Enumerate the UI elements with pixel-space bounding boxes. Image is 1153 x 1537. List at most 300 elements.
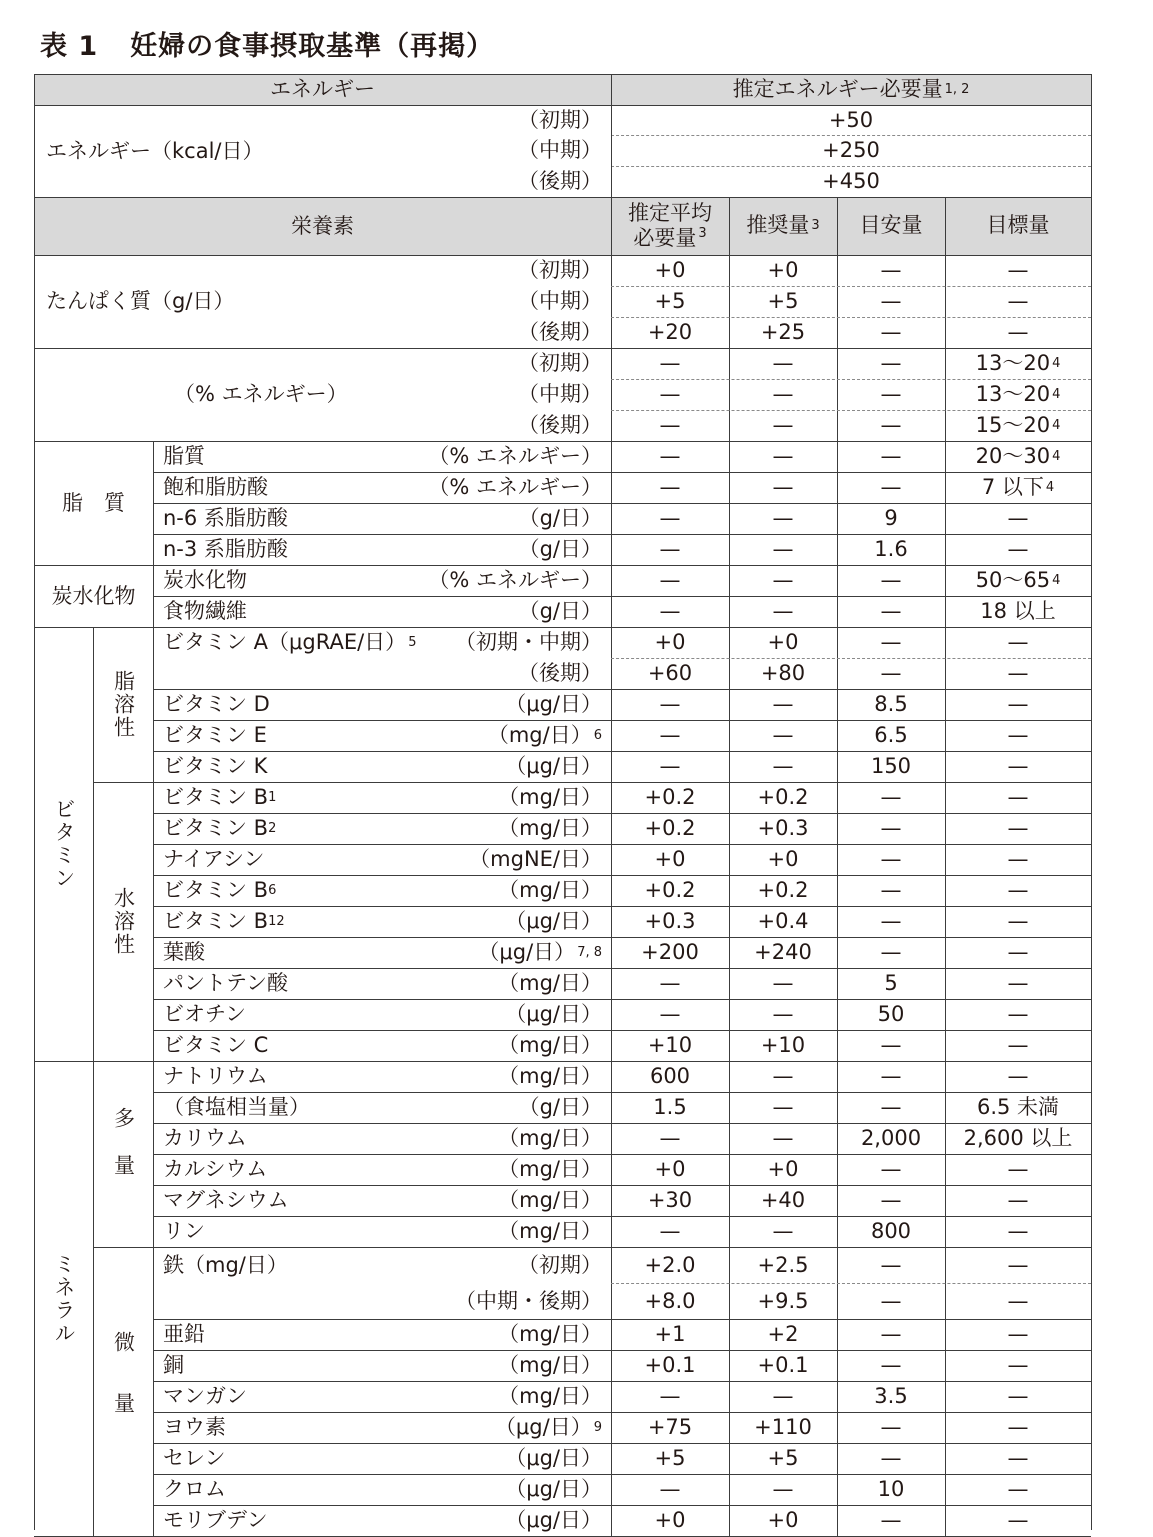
ear-value xyxy=(611,1505,729,1536)
rda-value xyxy=(729,782,837,813)
nutrient-unit xyxy=(414,1216,602,1247)
macro-label: 多量 xyxy=(111,1107,136,1201)
rule-line xyxy=(153,875,1091,876)
dg-value xyxy=(945,1381,1091,1412)
nutrient-name-text: マグネシウム xyxy=(163,1188,289,1212)
ai-value xyxy=(837,1154,945,1185)
rule-line xyxy=(153,1319,1091,1320)
nutrient-unit xyxy=(414,1092,602,1123)
protein-pct-label xyxy=(174,348,434,441)
dg-value: 13〜20 4 xyxy=(975,351,1061,375)
dg-value xyxy=(945,999,1091,1030)
nutrient-unit xyxy=(414,999,602,1030)
nutrient-unit xyxy=(414,968,602,999)
dg-value xyxy=(945,1350,1091,1381)
ai-value-text: — xyxy=(880,1188,902,1212)
rule-line xyxy=(153,844,1091,845)
rda-value xyxy=(729,627,837,658)
nutrient-unit-text: （初期・中期） xyxy=(455,630,602,654)
rule-line xyxy=(611,135,1091,136)
nutrient-name: ビタミン B 2 xyxy=(163,816,277,840)
dg-value-text: — xyxy=(1007,878,1029,902)
dg-value xyxy=(945,751,1091,782)
rule-line xyxy=(34,74,1091,75)
lipid-group xyxy=(34,441,153,565)
ai-value xyxy=(837,503,945,534)
rda-value-text: +0 xyxy=(767,630,799,654)
dg-value-text: — xyxy=(1007,1064,1029,1088)
dg-value xyxy=(945,1283,1091,1319)
ear-value-text: — xyxy=(659,692,681,716)
rule-line xyxy=(1091,74,1092,1530)
dg-value-text: — xyxy=(1007,1157,1029,1181)
rda-value-text: — xyxy=(772,475,794,499)
dg-value xyxy=(945,720,1091,751)
ear-header-line2: 必要量 xyxy=(633,226,697,250)
nutrient-unit-text: （% エネルギー） xyxy=(428,568,602,592)
nutrient-unit xyxy=(414,627,602,658)
ai-value xyxy=(837,1092,945,1123)
rda-value-text: +10 xyxy=(760,1033,806,1057)
dg-value-text: — xyxy=(1007,1288,1029,1313)
rule-line xyxy=(611,166,1091,167)
nutrient-unit-text: （後期） xyxy=(518,413,602,437)
rda-value xyxy=(729,968,837,999)
ear-value-text: — xyxy=(659,1219,681,1243)
dg-value-text: — xyxy=(1007,1353,1029,1377)
dg-value-text: — xyxy=(1007,1219,1029,1243)
ai-value-text: — xyxy=(880,258,902,282)
ai-value xyxy=(837,565,945,596)
rda-value xyxy=(729,1350,837,1381)
energy-header-label: エネルギー xyxy=(270,77,375,101)
rda-value xyxy=(729,1474,837,1505)
ai-value xyxy=(837,937,945,968)
ai-value xyxy=(837,317,945,348)
dg-header xyxy=(945,197,1091,255)
ai-value xyxy=(837,472,945,503)
rule-line xyxy=(153,1154,1091,1155)
nutrient-name-text: カルシウム xyxy=(163,1157,268,1181)
ai-value-text: — xyxy=(880,1415,902,1439)
ear-value xyxy=(611,379,729,410)
ear-value-text: +0 xyxy=(654,1157,686,1181)
rule-line xyxy=(153,1350,1091,1351)
rda-value xyxy=(729,503,837,534)
rda-value xyxy=(729,596,837,627)
ai-value xyxy=(837,1474,945,1505)
ai-header xyxy=(837,197,945,255)
rda-value-text: +0.2 xyxy=(757,785,809,809)
nutrient-name-text: セレン xyxy=(163,1446,226,1470)
carb-group xyxy=(34,565,153,627)
rda-value xyxy=(729,410,837,441)
rda-value-text: +2.5 xyxy=(757,1252,809,1277)
dg-value: 13〜20 4 xyxy=(975,382,1061,406)
ear-value xyxy=(611,937,729,968)
nutrient-unit xyxy=(414,1123,602,1154)
nutrient-unit-text: （g/日） xyxy=(518,599,602,623)
dg-value xyxy=(945,1030,1091,1061)
rda-value xyxy=(729,1381,837,1412)
rda-value xyxy=(729,906,837,937)
ai-value-text: — xyxy=(880,630,902,654)
rda-value xyxy=(729,720,837,751)
ai-value xyxy=(837,1185,945,1216)
nutrient-unit xyxy=(414,441,602,472)
nutrient-unit xyxy=(414,286,602,317)
ear-value xyxy=(611,1381,729,1412)
ear-value xyxy=(611,472,729,503)
dg-value-text: — xyxy=(1007,785,1029,809)
rda-value-text: +5 xyxy=(767,1446,799,1470)
nutrient-unit-text: （mgNE/日） xyxy=(469,847,602,871)
energy-period-text: （中期） xyxy=(518,138,602,162)
ai-value xyxy=(837,596,945,627)
ai-value-text: — xyxy=(880,1252,902,1277)
rda-value xyxy=(729,286,837,317)
nutrient-name-text: リン xyxy=(163,1219,205,1243)
energy-value-text: +250 xyxy=(822,138,880,162)
rda-value xyxy=(729,1030,837,1061)
dg-value-text: — xyxy=(1007,816,1029,840)
nutrient-unit-text: （mg/日） xyxy=(498,1384,602,1408)
ear-value-text: — xyxy=(659,1126,681,1150)
rule-line xyxy=(93,782,1091,783)
rda-value-text: +0 xyxy=(767,1157,799,1181)
dg-value-text: — xyxy=(1007,661,1029,685)
rda-value xyxy=(729,1092,837,1123)
rda-value xyxy=(729,844,837,875)
nutrient-name-text: ビタミン E xyxy=(163,723,267,747)
rule-line xyxy=(729,197,730,1536)
ai-value-text: — xyxy=(880,1446,902,1470)
ai-value-text: — xyxy=(880,444,902,468)
ai-value-text: — xyxy=(880,940,902,964)
intake-table xyxy=(34,74,1091,1530)
table-number: 表 1 xyxy=(40,31,99,62)
dg-value-text: 18 以上 xyxy=(980,599,1056,623)
rda-value xyxy=(729,658,837,689)
rule-line xyxy=(153,441,154,1536)
ear-value xyxy=(611,1412,729,1443)
rda-value xyxy=(729,1154,837,1185)
ear-value xyxy=(611,410,729,441)
nutrient-name-text: （食塩相当量） xyxy=(163,1095,310,1119)
rda-value xyxy=(729,875,837,906)
ear-value-text: — xyxy=(659,444,681,468)
ear-value-text: — xyxy=(659,351,681,375)
rda-value-text: — xyxy=(772,1064,794,1088)
ai-value-text: — xyxy=(880,351,902,375)
ai-value-text: — xyxy=(880,382,902,406)
dg-value xyxy=(945,1123,1091,1154)
ear-value-text: +8.0 xyxy=(644,1288,696,1313)
ear-value-text: +5 xyxy=(654,289,686,313)
fat-soluble-label: 脂溶性 xyxy=(111,670,136,739)
ai-value-text: 150 xyxy=(870,754,912,778)
ai-value-text: — xyxy=(880,475,902,499)
rda-value-text: +0 xyxy=(767,258,799,282)
ai-value-text: — xyxy=(880,1157,902,1181)
nutrient-unit-text: （mg/日） xyxy=(498,1219,602,1243)
dg-value-text: — xyxy=(1007,1446,1029,1470)
nutrient-unit-text: （μg/日） xyxy=(505,1508,602,1532)
ai-value xyxy=(837,813,945,844)
rda-value-text: +0 xyxy=(767,1508,799,1532)
trace-mineral-group xyxy=(93,1247,153,1536)
ear-value-text: +0 xyxy=(654,258,686,282)
dg-value-text: — xyxy=(1007,723,1029,747)
ear-value-text: +10 xyxy=(647,1033,693,1057)
rda-value-text: — xyxy=(772,754,794,778)
dg-value xyxy=(945,844,1091,875)
nutrient-unit-text: （mg/日） xyxy=(498,971,602,995)
dg-value-text: — xyxy=(1007,258,1029,282)
nutrient-name-text: ヨウ素 xyxy=(163,1415,226,1439)
ear-value xyxy=(611,751,729,782)
rda-value-text: +0 xyxy=(767,847,799,871)
rda-value-text: +0.4 xyxy=(757,909,809,933)
dg-value-text: — xyxy=(1007,630,1029,654)
rule-line xyxy=(153,1216,1091,1217)
ear-value-text: — xyxy=(659,506,681,530)
nutrient-unit xyxy=(414,658,602,689)
dg-value xyxy=(945,255,1091,286)
rule-line xyxy=(153,1185,1091,1186)
nutrient-unit-text: （mg/日） xyxy=(498,1322,602,1346)
ear-value-text: +0.2 xyxy=(644,878,696,902)
footnote-ref: 3 xyxy=(698,226,707,241)
rule-line xyxy=(945,197,946,1536)
ai-value-text: 2,000 xyxy=(860,1126,922,1150)
rda-value-text: — xyxy=(772,1384,794,1408)
rda-value xyxy=(729,1123,837,1154)
ai-value xyxy=(837,1381,945,1412)
ai-value xyxy=(837,782,945,813)
ear-value-text: — xyxy=(659,754,681,778)
dg-value-text: — xyxy=(1007,1508,1029,1532)
rule-line xyxy=(611,379,1091,380)
ear-value xyxy=(611,1061,729,1092)
dg-value xyxy=(945,1061,1091,1092)
dg-value xyxy=(945,658,1091,689)
ai-value-text: 10 xyxy=(877,1477,905,1501)
nutrient-header-label: 栄養素 xyxy=(291,213,354,238)
dg-value-text: 50〜65 xyxy=(975,568,1051,592)
rule-line xyxy=(611,286,1091,287)
nutrient-unit-text: （g/日） xyxy=(518,537,602,561)
dg-value xyxy=(945,782,1091,813)
nutrient-name-text: ビタミン D xyxy=(163,692,270,716)
dg-value-text: — xyxy=(1007,537,1029,561)
ear-value xyxy=(611,1474,729,1505)
ear-value xyxy=(611,1123,729,1154)
vitamin-group-label: ビタミン xyxy=(52,798,76,890)
rda-value-text: +2 xyxy=(767,1322,799,1346)
ear-value xyxy=(611,255,729,286)
ear-value xyxy=(611,348,729,379)
ear-value xyxy=(611,658,729,689)
nutrient-name-text: パントテン酸 xyxy=(163,971,288,995)
ear-value xyxy=(611,844,729,875)
ear-value-text: — xyxy=(659,475,681,499)
nutrient-unit-text: （μg/日） xyxy=(505,1477,602,1501)
ai-value xyxy=(837,1412,945,1443)
nutrient-unit xyxy=(414,472,602,503)
rule-line xyxy=(34,565,1091,566)
energy-req-header: 推定エネルギー必要量 1, 2 xyxy=(732,77,970,101)
ear-value xyxy=(611,1092,729,1123)
rda-value xyxy=(729,1443,837,1474)
ai-value-text: — xyxy=(880,661,902,685)
dg-value-text: — xyxy=(1007,1252,1029,1277)
nutrient-unit xyxy=(414,503,602,534)
ear-header-line1: 推定平均 xyxy=(628,200,712,225)
mineral-group xyxy=(34,1061,93,1536)
ai-value xyxy=(837,1283,945,1319)
rda-value xyxy=(729,1247,837,1283)
ear-value xyxy=(611,968,729,999)
ear-value-text: — xyxy=(659,537,681,561)
ear-value xyxy=(611,286,729,317)
rule-line xyxy=(153,1505,1091,1506)
rda-value-text: — xyxy=(772,1095,794,1119)
energy-period-text: （初期） xyxy=(518,107,602,132)
ear-value xyxy=(611,875,729,906)
protein-label-text: たんぱく質（g/日） xyxy=(46,289,235,313)
ai-value-text: — xyxy=(880,1508,902,1532)
rda-value-text: — xyxy=(772,382,794,406)
energy-value-text: +450 xyxy=(822,169,880,193)
carb-group-label: 炭水化物 xyxy=(51,583,136,608)
rda-value-text: +40 xyxy=(760,1188,806,1212)
nutrient-unit-text: （中期・後期） xyxy=(455,1288,602,1313)
ear-value-text: +5 xyxy=(654,1446,686,1470)
ear-value-text: +2.0 xyxy=(644,1252,696,1277)
rda-value xyxy=(729,751,837,782)
nutrient-unit-text: （初期） xyxy=(518,1252,602,1277)
dg-value-text: — xyxy=(1007,1415,1029,1439)
nutrient-name-text: ビタミン B xyxy=(163,878,269,902)
ai-value-text: — xyxy=(880,599,902,623)
dg-header-label: 目標量 xyxy=(986,213,1050,238)
nutrient-unit-text: （% エネルギー） xyxy=(428,444,602,468)
rule-line xyxy=(153,1092,1091,1093)
rda-header-label: 推奨量 xyxy=(746,213,810,238)
rda-value-text: — xyxy=(772,1002,794,1026)
ai-value xyxy=(837,689,945,720)
dg-value xyxy=(945,534,1091,565)
rda-value-text: +80 xyxy=(760,661,806,685)
ai-value xyxy=(837,286,945,317)
ai-value xyxy=(837,751,945,782)
rda-value-text: +0.1 xyxy=(757,1353,809,1377)
rda-value xyxy=(729,534,837,565)
rule-line xyxy=(153,534,1091,535)
rule-line xyxy=(34,197,1091,198)
energy-period xyxy=(334,135,602,166)
ai-value-text: — xyxy=(880,413,902,437)
ai-value xyxy=(837,410,945,441)
nutrient-name-text: 亜鉛 xyxy=(163,1322,205,1346)
nutrient-name: ビタミン B 12 xyxy=(163,909,285,933)
ai-value-text: — xyxy=(880,816,902,840)
rda-value-text: — xyxy=(772,723,794,747)
ear-value-text: 1.5 xyxy=(653,1095,687,1119)
dg-value xyxy=(945,689,1091,720)
nutrient-unit xyxy=(414,1030,602,1061)
rda-value-text: — xyxy=(772,506,794,530)
nutrient-header xyxy=(34,197,611,255)
nutrient-unit xyxy=(414,782,602,813)
dg-value xyxy=(945,1505,1091,1536)
nutrient-name-text: 葉酸 xyxy=(163,940,205,964)
nutrient-unit xyxy=(414,813,602,844)
ai-value xyxy=(837,348,945,379)
ai-value-text: — xyxy=(880,1288,902,1313)
dg-value-text: — xyxy=(1007,971,1029,995)
energy-period xyxy=(334,166,602,197)
nutrient-unit xyxy=(414,348,602,379)
nutrient-unit-text: （mg/日） xyxy=(498,1353,602,1377)
ai-value-text: 5 xyxy=(884,971,898,995)
ear-value xyxy=(611,627,729,658)
dg-value-text: — xyxy=(1007,692,1029,716)
rda-value-text: +110 xyxy=(754,1415,812,1439)
nutrient-name-text: 脂質 xyxy=(163,444,205,468)
rule-line xyxy=(153,689,1091,690)
nutrient-unit-text: （後期） xyxy=(518,320,602,344)
rule-line xyxy=(34,348,1091,349)
ai-value xyxy=(837,1350,945,1381)
rule-line xyxy=(34,441,1091,442)
rda-value xyxy=(729,813,837,844)
water-soluble-label: 水溶性 xyxy=(111,887,136,956)
nutrient-name-text: n-3 系脂肪酸 xyxy=(163,537,288,561)
nutrient-unit xyxy=(414,1474,602,1505)
nutrient-name-text: カリウム xyxy=(163,1126,247,1150)
dg-value-text: — xyxy=(1007,1384,1029,1408)
rule-line xyxy=(34,627,1091,628)
trace-label: 微量 xyxy=(111,1330,136,1453)
rule-line xyxy=(153,937,1091,938)
energy-value xyxy=(611,166,1091,197)
nutrient-unit-text: （mg/日） xyxy=(498,816,602,840)
rule-line xyxy=(153,968,1091,969)
nutrient-unit xyxy=(414,1185,602,1216)
nutrient-name-text: モリブデン xyxy=(163,1508,268,1532)
nutrient-unit-text: （中期） xyxy=(518,289,602,313)
dg-value xyxy=(945,1474,1091,1505)
protein-label xyxy=(46,255,434,348)
ai-value xyxy=(837,968,945,999)
nutrient-unit-text: （初期） xyxy=(518,351,602,375)
nutrient-unit xyxy=(414,1061,602,1092)
dg-value xyxy=(945,317,1091,348)
rda-value xyxy=(729,1061,837,1092)
dg-value xyxy=(945,1092,1091,1123)
nutrient-unit-text: （mg/日） xyxy=(487,723,592,747)
nutrient-unit xyxy=(414,379,602,410)
rda-value xyxy=(729,1412,837,1443)
rda-value-text: +0.2 xyxy=(757,878,809,902)
rule-line xyxy=(153,1443,1091,1444)
rda-value-text: — xyxy=(772,444,794,468)
nutrient-unit xyxy=(414,875,602,906)
rda-value xyxy=(729,379,837,410)
nutrient-unit xyxy=(414,596,602,627)
